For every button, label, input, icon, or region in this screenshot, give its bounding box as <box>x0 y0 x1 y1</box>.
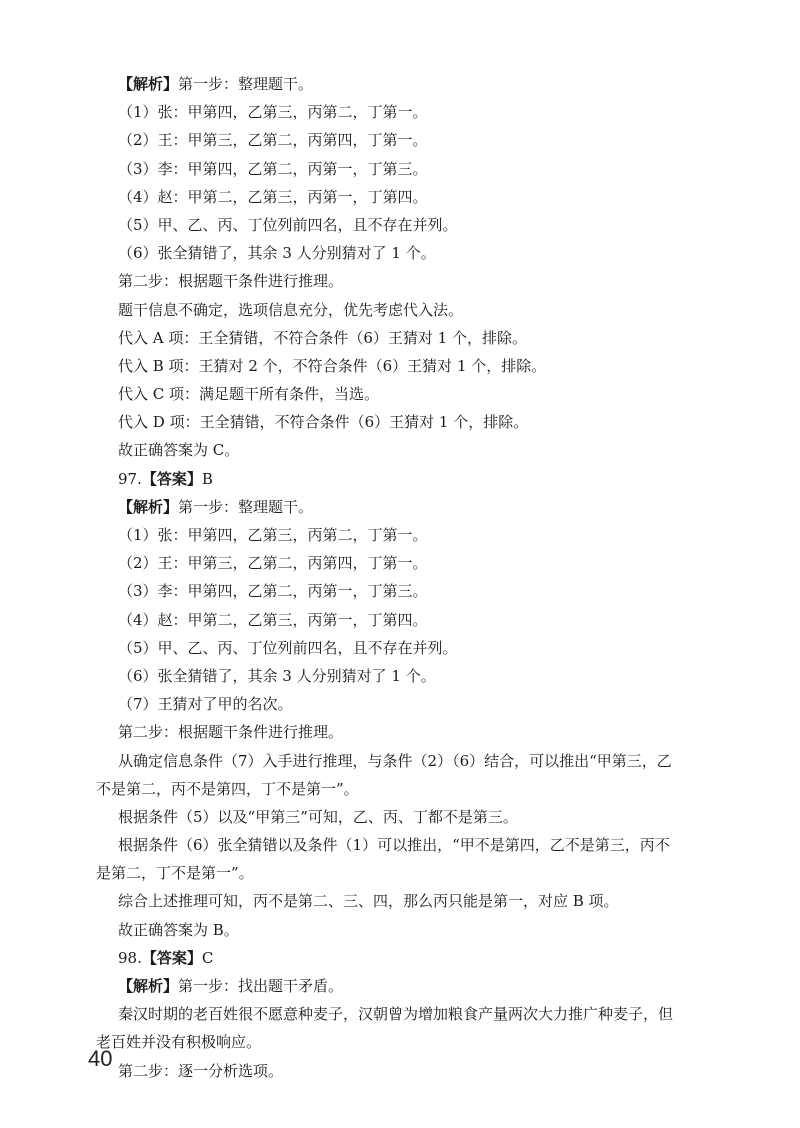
question-number: 97. <box>118 469 142 488</box>
text-line-continuation <box>96 859 718 887</box>
line-text: （6）张全猜错了，其余 3 人分别猜对了 1 个。 <box>118 244 436 263</box>
text-line <box>118 296 718 324</box>
text-line <box>118 352 718 380</box>
section-label: 【解析】 <box>118 977 179 995</box>
text-line <box>118 126 718 154</box>
line-text: （1）张：甲第四，乙第三，丙第二，丁第一。 <box>118 103 428 122</box>
text-line <box>118 408 718 436</box>
text-line <box>118 944 718 972</box>
question-number: 98. <box>118 948 142 967</box>
text-line <box>118 493 718 521</box>
section-label: 【解析】 <box>118 497 179 516</box>
text-line <box>118 803 718 831</box>
text-line <box>118 465 718 493</box>
line-text: 从确定信息条件（7）入手进行推理，与条件（2）（6）结合，可以推出“甲第三，乙 <box>118 751 672 770</box>
text-line <box>118 380 718 408</box>
line-text: （2）王：甲第三，乙第二，丙第四，丁第一。 <box>118 131 428 150</box>
line-text: （3）李：甲第四，乙第二，丙第一，丁第三。 <box>118 582 428 601</box>
line-text: 题干信息不确定，选项信息充分，优先考虑代入法。 <box>118 300 464 319</box>
line-text: B <box>201 469 213 488</box>
line-text: 第二步：根据题干条件进行推理。 <box>118 272 344 291</box>
line-text: 代入 A 项：王全猜错，不符合条件（6）王猜对 1 个，排除。 <box>118 328 527 347</box>
text-line <box>118 324 718 352</box>
line-text: 根据条件（5）以及“甲第三”可知，乙、丙、丁都不是第三。 <box>118 807 518 826</box>
line-text: 故正确答案为 C。 <box>118 441 240 460</box>
section-label: 【答案】 <box>141 469 202 488</box>
line-text: 不是第二，丙不是第四，丁不是第一”。 <box>96 779 359 798</box>
text-line <box>118 183 718 211</box>
text-line <box>118 549 718 577</box>
text-line <box>118 577 718 605</box>
text-line <box>118 718 718 746</box>
line-text: 故正确答案为 B。 <box>118 920 239 939</box>
line-text: C <box>201 948 214 967</box>
line-text: （7）王猜对了甲的名次。 <box>118 695 293 714</box>
line-text: （1）张：甲第四，乙第三，丙第二，丁第一。 <box>118 526 428 544</box>
text-line-continuation <box>96 1028 718 1056</box>
text-line <box>118 662 718 690</box>
text-line <box>118 239 718 267</box>
section-label: 【答案】 <box>141 948 202 967</box>
text-line <box>118 606 718 634</box>
line-text: （3）李：甲第四，乙第二，丙第一，丁第三。 <box>118 159 428 178</box>
line-text: 老百姓并没有积极响应。 <box>96 1033 262 1052</box>
text-line <box>118 1057 718 1085</box>
text-line <box>118 211 718 239</box>
text-line <box>118 972 718 1000</box>
line-text: 综合上述推理可知，丙不是第二、三、四，那么丙只能是第一，对应 B 项。 <box>118 892 619 911</box>
text-line <box>118 1000 718 1028</box>
text-line-continuation <box>96 775 718 803</box>
line-text: 根据条件（6）张全猜错以及条件（1）可以推出，“甲不是第四，乙不是第三，丙不 <box>118 836 670 855</box>
text-line <box>118 70 718 98</box>
line-text: 第一步：整理题干。 <box>178 497 314 516</box>
line-text: 第二步：根据题干条件进行推理。 <box>118 723 344 742</box>
line-text: 代入 C 项：满足题干所有条件，当选。 <box>118 385 380 404</box>
text-line <box>118 155 718 183</box>
line-text: （2）王：甲第三，乙第二，丙第四，丁第一。 <box>118 554 428 573</box>
text-line <box>118 747 718 775</box>
text-line <box>118 634 718 662</box>
line-text: 第一步：整理题干。 <box>178 75 314 93</box>
line-text: 是第二，丁不是第一”。 <box>96 864 254 883</box>
text-line <box>118 831 718 859</box>
line-text: （5）甲、乙、丙、丁位列前四名，且不存在并列。 <box>118 638 458 657</box>
section-label: 【解析】 <box>118 75 179 93</box>
line-text: 第一步：找出题干矛盾。 <box>178 977 344 995</box>
text-line <box>118 267 718 295</box>
line-text: （4）赵：甲第二，乙第三，丙第一，丁第四。 <box>118 610 428 629</box>
line-text: 代入 D 项：王全猜错，不符合条件（6）王猜对 1 个，排除。 <box>118 413 529 432</box>
line-text: 代入 B 项：王猜对 2 个，不符合条件（6）王猜对 1 个，排除。 <box>118 356 547 375</box>
text-line <box>118 916 718 944</box>
line-text: （4）赵：甲第二，乙第三，丙第一，丁第四。 <box>118 187 428 206</box>
text-line <box>118 521 718 549</box>
line-text: 第二步：逐一分析选项。 <box>118 1061 284 1080</box>
line-text: （5）甲、乙、丙、丁位列前四名，且不存在并列。 <box>118 215 458 234</box>
text-line <box>118 887 718 915</box>
text-line <box>118 436 718 464</box>
line-text: （6）张全猜错了，其余 3 人分别猜对了 1 个。 <box>118 666 436 685</box>
page-number: 40 <box>88 1046 113 1071</box>
text-line <box>118 690 718 718</box>
text-line <box>118 98 718 126</box>
line-text: 秦汉时期的老百姓很不愿意种麦子，汉朝曾为增加粮食产量两次大力推广种麦子，但 <box>118 1005 674 1024</box>
